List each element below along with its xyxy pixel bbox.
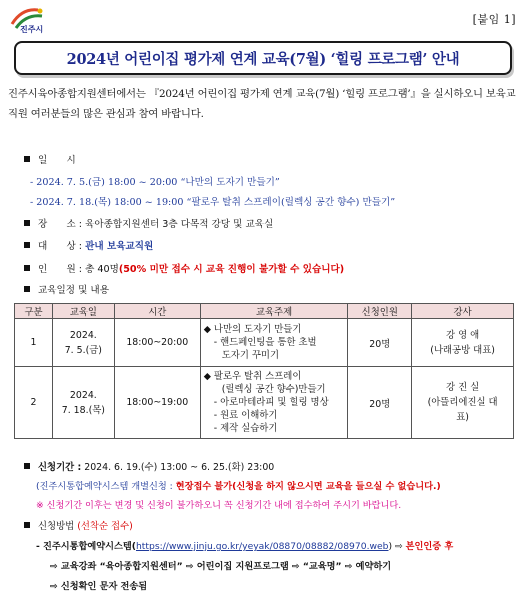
target-value: 관내 보육교직원 bbox=[85, 241, 154, 252]
date-line-1: - 2024. 7. 5.(금) 18:00 ~ 20:00 “나만의 도자기 만들기” bbox=[30, 177, 280, 188]
topic-line: ◆ 팔로우 탈취 스프레이 bbox=[203, 371, 302, 382]
row-time: 18:00~20:00 bbox=[114, 319, 200, 367]
apply-method-row bbox=[24, 518, 133, 532]
place-value: 육아종합지원센터 3층 다목적 강당 및 교육실 bbox=[85, 219, 274, 230]
table-header-row bbox=[15, 304, 514, 319]
col-header-topic: 교육주제 bbox=[200, 304, 348, 319]
instructor-affiliation: 표) bbox=[456, 412, 469, 423]
square-bullet-icon bbox=[24, 242, 30, 248]
col-header-date: 교육일 bbox=[52, 304, 114, 319]
instructor-name: 강 영 애 bbox=[446, 329, 480, 341]
row-topic bbox=[200, 367, 348, 439]
apply-warning: ※ 신청기간 이후는 변경 및 신청이 불가하오니 꼭 신청기간 내에 접수하여 주시기 바랍니다. bbox=[36, 500, 402, 511]
period-label: 신청기간 : bbox=[38, 462, 82, 473]
table-row bbox=[15, 319, 514, 367]
topic-line: - 원료 이해하기 bbox=[213, 410, 278, 421]
row-topic bbox=[200, 319, 348, 367]
topic-line: - 핸드페인팅을 통한 초벌 bbox=[213, 337, 317, 348]
instructor-affiliation: (나래공방 대표) bbox=[430, 344, 495, 356]
square-bullet-icon bbox=[24, 220, 30, 226]
method-label: 신청방법 bbox=[38, 521, 75, 532]
apply-period-row bbox=[24, 459, 274, 473]
notice-prefix: (진주시통합예약시스템 개별신청 : bbox=[36, 481, 176, 492]
step-line-2: ⇨ 신청확인 문자 전송됨 bbox=[50, 581, 148, 592]
people-value: 총 40명 bbox=[85, 264, 119, 275]
row-no: 2 bbox=[15, 367, 53, 439]
system-tail: ) ⇨ bbox=[388, 541, 403, 552]
col-header-instructor: 강사 bbox=[412, 304, 514, 319]
col-header-no: 구분 bbox=[15, 304, 53, 319]
notice-warning: 현장접수 불가(신청을 하지 않으시면 교육을 들으실 수 없습니다.) bbox=[175, 481, 441, 492]
place-label: 장 소 : bbox=[38, 219, 83, 230]
method-note: (선착순 접수) bbox=[77, 521, 133, 532]
title-box bbox=[14, 41, 512, 75]
system-row bbox=[36, 538, 453, 552]
people-row bbox=[24, 261, 344, 275]
people-label: 인 원 : bbox=[38, 264, 83, 275]
square-bullet-icon bbox=[24, 522, 30, 528]
square-bullet-icon bbox=[24, 286, 30, 292]
topic-line: (릴렉싱 공간 향수)만들기 bbox=[221, 384, 326, 395]
page-title: 2024년 어린이집 평가제 연계 교육(7월) ‘힐링 프로그램’ 안내 bbox=[66, 50, 460, 68]
col-header-count: 신청인원 bbox=[348, 304, 412, 319]
attachment-label: [붙임 1] bbox=[472, 13, 516, 26]
row-count: 20명 bbox=[348, 367, 412, 439]
period-value: 2024. 6. 19.(수) 13:00 ~ 6. 25.(화) 23:00 bbox=[84, 462, 275, 473]
row-date bbox=[52, 319, 114, 367]
place-row bbox=[24, 216, 273, 230]
reservation-link[interactable]: https://www.jinju.go.kr/yeyak/08870/08882/08970.web bbox=[135, 541, 389, 552]
instructor-affiliation: (아뜰리에진실 대 bbox=[427, 397, 498, 408]
apply-notice bbox=[36, 478, 441, 492]
target-label: 대 상 : bbox=[38, 241, 83, 252]
date-row bbox=[24, 152, 76, 166]
topic-line: ◆ 나만의 도자기 만들기 bbox=[203, 324, 302, 335]
step-line-1: ⇨ 교육강좌 “육아종합지원센터” ⇨ 어린이집 지원프로그램 ⇨ “교육명” ⇨ 예약하기 bbox=[50, 561, 392, 572]
row-date-year: 2024. bbox=[69, 329, 97, 341]
schedule-label: 교육일정 및 내용 bbox=[38, 285, 109, 296]
square-bullet-icon bbox=[24, 265, 30, 271]
jinju-logo bbox=[8, 4, 48, 34]
col-header-time: 시간 bbox=[114, 304, 200, 319]
date-line-2: - 2024. 7. 18.(목) 18:00 ~ 19:00 “팔로우 탈취 스프레이(릴렉싱 공간 향수) 만들기” bbox=[30, 197, 396, 208]
row-date bbox=[52, 367, 114, 439]
row-date-day: 7. 18.(목) bbox=[61, 404, 105, 416]
row-count: 20명 bbox=[348, 319, 412, 367]
system-label: - 진주시통합예약시스템( bbox=[36, 541, 136, 552]
target-row bbox=[24, 238, 153, 252]
intro-paragraph: 진주시육아종합지원센터에서는 『2024년 어린이집 평가제 연계 교육(7월) ‘힐링 프로그램’』을 실시하오니 보육교직원 여러분들의 많은 관심과 참여 바랍니다. bbox=[8, 88, 516, 120]
row-time: 18:00~19:00 bbox=[114, 367, 200, 439]
row-date-day: 7. 5.(금) bbox=[64, 344, 102, 356]
square-bullet-icon bbox=[24, 156, 30, 162]
row-date-year: 2024. bbox=[69, 389, 97, 401]
row-no: 1 bbox=[15, 319, 53, 367]
schedule-row bbox=[24, 282, 109, 296]
topic-line: 도자기 꾸미기 bbox=[221, 350, 280, 361]
row-instructor bbox=[412, 319, 514, 367]
svg-text:진주시: 진주시 bbox=[20, 25, 44, 34]
date-label: 일 시 bbox=[38, 155, 76, 166]
topic-line: - 제작 실습하기 bbox=[213, 423, 278, 434]
square-bullet-icon bbox=[24, 463, 30, 469]
topic-line: - 아로마테라피 및 힐링 명상 bbox=[213, 397, 329, 408]
row-instructor bbox=[412, 367, 514, 439]
people-note: (50% 미만 접수 시 교육 진행이 불가할 수 있습니다) bbox=[118, 264, 345, 275]
system-verify: 본인인증 후 bbox=[405, 541, 454, 552]
schedule-table bbox=[14, 303, 514, 439]
table-row bbox=[15, 367, 514, 439]
instructor-name: 강 진 실 bbox=[446, 382, 480, 393]
